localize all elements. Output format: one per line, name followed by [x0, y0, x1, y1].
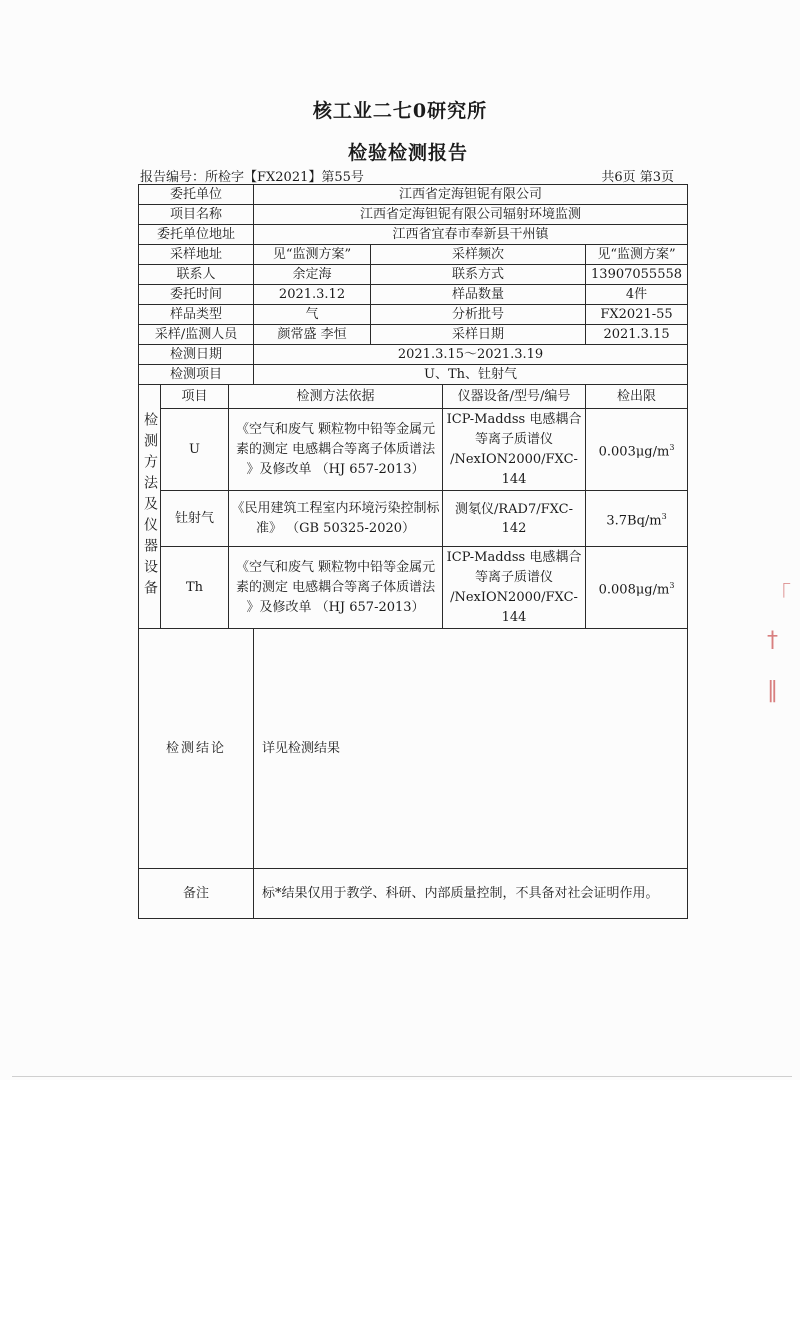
row-test-items — [139, 365, 688, 385]
address-label: 委托单位地址 — [139, 225, 254, 245]
methods-header-row — [139, 385, 688, 409]
commission-time-value: 2021.3.12 — [254, 285, 371, 305]
test-items-value: U、Th、钍射气 — [254, 365, 688, 385]
limit-unit-exponent: 3 — [669, 580, 675, 590]
organization-name: 核工业二七0研究所 — [312, 100, 488, 122]
report-table — [138, 184, 688, 919]
limit-unit-exponent: 3 — [661, 511, 667, 521]
remarks-row — [139, 869, 688, 919]
methods-header-limit: 检出限 — [586, 385, 688, 409]
method-item: Th — [161, 547, 229, 629]
personnel-value: 颜常盛 李恒 — [254, 325, 371, 345]
row-project — [139, 205, 688, 225]
project-value: 江西省定海钽铌有限公司辐射环境监测 — [254, 205, 688, 225]
page-info: 共6页 第3页 — [601, 170, 674, 185]
row-sampling-site — [139, 245, 688, 265]
report-title: 检验检测报告 — [347, 142, 468, 164]
method-basis: 《民用建筑工程室内环境污染控制标准》 （GB 50325-2020） — [229, 491, 443, 547]
limit-value: 0.003μg/m — [598, 444, 670, 460]
method-row-th — [139, 547, 688, 629]
methods-section-label: 检测方法及仪器设备 — [139, 385, 161, 629]
sampling-date-label: 采样日期 — [371, 325, 586, 345]
test-date-value: 2021.3.15～2021.3.19 — [254, 345, 688, 365]
row-personnel — [139, 325, 688, 345]
conclusion-label: 检测结论 — [139, 629, 254, 869]
method-instrument: ICP-Maddss 电感耦合等离子质谱仪 /NexION2000/FXC-144 — [443, 547, 586, 629]
methods-header-instrument: 仪器设备/型号/编号 — [443, 385, 586, 409]
sample-type-value: 气 — [254, 305, 371, 325]
phone-value: 13907055558 — [586, 265, 688, 285]
method-item: U — [161, 409, 229, 491]
limit-unit-exponent: 3 — [669, 442, 675, 452]
client-value: 江西省定海钽铌有限公司 — [254, 185, 688, 205]
method-basis: 《空气和废气 颗粒物中铅等金属元素的测定 电感耦合等离子体质谱法 》及修改单 （HJ 657-2013） — [229, 547, 443, 629]
phone-label: 联系方式 — [371, 265, 586, 285]
contact-label: 联系人 — [139, 265, 254, 285]
method-instrument: 测氡仪/RAD7/FXC-142 — [443, 491, 586, 547]
method-limit — [586, 547, 688, 629]
seal-stamp-fragment: 「 † ‖ — [767, 583, 792, 703]
commission-time-label: 委托时间 — [139, 285, 254, 305]
row-test-date — [139, 345, 688, 365]
client-label: 委托单位 — [139, 185, 254, 205]
method-instrument: ICP-Maddss 电感耦合等离子质谱仪 /NexION2000/FXC-144 — [443, 409, 586, 491]
limit-value: 0.008μg/m — [598, 582, 670, 598]
remarks-label: 备注 — [139, 869, 254, 919]
batch-value: FX2021-55 — [586, 305, 688, 325]
conclusion-row — [139, 629, 688, 869]
sample-count-value: 4件 — [586, 285, 688, 305]
sampling-date-value: 2021.3.15 — [586, 325, 688, 345]
row-contact — [139, 265, 688, 285]
method-row-u — [139, 409, 688, 491]
personnel-label: 采样/监测人员 — [139, 325, 254, 345]
conclusion-value: 详见检测结果 — [254, 629, 688, 869]
contact-value: 余定海 — [254, 265, 371, 285]
method-row-thoron — [139, 491, 688, 547]
report-number: 报告编号：所检字【FX2021】第55号 — [140, 170, 364, 185]
method-basis: 《空气和废气 颗粒物中铅等金属元素的测定 电感耦合等离子体质谱法 》及修改单 （HJ 657-2013） — [229, 409, 443, 491]
limit-value: 3.7Bq/m — [606, 513, 662, 529]
row-commission — [139, 285, 688, 305]
project-label: 项目名称 — [139, 205, 254, 225]
sample-count-label: 样品数量 — [371, 285, 586, 305]
method-limit — [586, 409, 688, 491]
address-value: 江西省宜春市奉新县干州镇 — [254, 225, 688, 245]
page-bottom-edge — [12, 1076, 792, 1077]
row-address — [139, 225, 688, 245]
methods-header-method: 检测方法依据 — [229, 385, 443, 409]
sampling-site-label: 采样地址 — [139, 245, 254, 265]
sample-type-label: 样品类型 — [139, 305, 254, 325]
test-items-label: 检测项目 — [139, 365, 254, 385]
sampling-freq-value: 见“监测方案” — [586, 245, 688, 265]
method-item: 钍射气 — [161, 491, 229, 547]
method-limit — [586, 491, 688, 547]
sampling-freq-label: 采样频次 — [371, 245, 586, 265]
row-sample-type — [139, 305, 688, 325]
batch-label: 分析批号 — [371, 305, 586, 325]
methods-header-item: 项目 — [161, 385, 229, 409]
test-date-label: 检测日期 — [139, 345, 254, 365]
remarks-value: 标*结果仅用于教学、科研、内部质量控制，不具备对社会证明作用。 — [254, 869, 688, 919]
sampling-site-value: 见“监测方案” — [254, 245, 371, 265]
row-client — [139, 185, 688, 205]
